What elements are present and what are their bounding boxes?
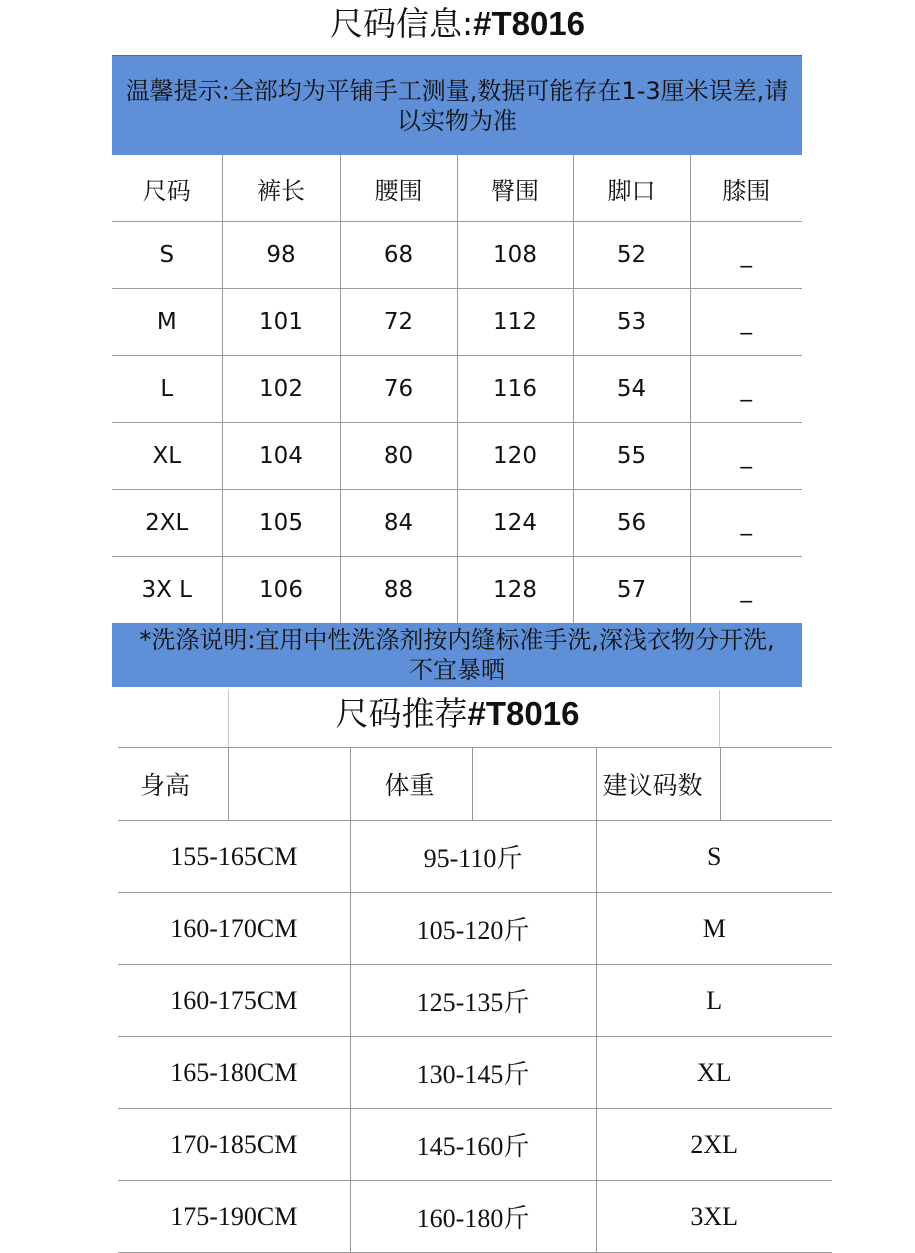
table-cell: 72 — [340, 289, 457, 356]
table-row — [118, 1181, 832, 1253]
table-cell: 102 — [222, 356, 340, 423]
table-cell: 98 — [222, 222, 340, 289]
table-cell: _ — [690, 490, 802, 557]
wash-instructions-banner: *洗涤说明:宜用中性洗涤剂按内缝标准手洗,深浅衣物分开洗,不宜暴晒 — [112, 623, 802, 687]
recommend-header-weight: 体重 — [350, 748, 472, 821]
empty-cell — [228, 748, 350, 821]
table-cell: 57 — [573, 557, 690, 624]
table-cell: M — [112, 289, 222, 356]
table-cell: 84 — [340, 490, 457, 557]
table-cell: 101 — [222, 289, 340, 356]
table-row — [118, 1037, 832, 1109]
table-cell: 175-190CM — [118, 1181, 350, 1253]
size-info-title-code: #T8016 — [473, 5, 586, 42]
table-cell: 88 — [340, 557, 457, 624]
table-cell: 104 — [222, 423, 340, 490]
table-cell: 124 — [457, 490, 573, 557]
table-cell: 105 — [222, 490, 340, 557]
recommend-header-size: 建议码数 — [596, 748, 720, 821]
table-row — [118, 1109, 832, 1181]
table-cell: 54 — [573, 356, 690, 423]
table-cell: L — [596, 965, 832, 1037]
table-cell: 112 — [457, 289, 573, 356]
table-cell: M — [596, 893, 832, 965]
table-cell: XL — [112, 423, 222, 490]
table-cell: _ — [690, 289, 802, 356]
table-cell: 80 — [340, 423, 457, 490]
size-table-header: 尺码 — [112, 155, 222, 222]
empty-cell — [472, 748, 596, 821]
recommend-header-row — [118, 748, 832, 821]
table-cell: _ — [740, 577, 752, 603]
table-row — [118, 821, 832, 893]
table-cell: _ — [690, 356, 802, 423]
table-cell: 3X L — [112, 557, 222, 624]
table-cell: 160-175CM — [118, 965, 350, 1037]
table-cell: 130-145斤 — [350, 1037, 596, 1109]
table-row — [112, 356, 802, 423]
table-row — [112, 289, 802, 356]
table-cell: 55 — [573, 423, 690, 490]
recommend-header-height: 身高 — [118, 748, 228, 821]
size-info-title-prefix: 尺码信息: — [329, 4, 474, 43]
table-cell: 125-135斤 — [350, 965, 596, 1037]
table-cell: 2XL — [596, 1109, 832, 1181]
table-cell: 155-165CM — [118, 821, 350, 893]
size-recommend-title — [0, 692, 915, 736]
table-cell: 116 — [457, 356, 573, 423]
size-recommend-title-prefix: 尺码推荐 — [335, 694, 468, 733]
table-cell: _ — [690, 222, 802, 289]
size-table-header: 臀围 — [457, 155, 573, 222]
table-cell: S — [596, 821, 832, 893]
table-cell: 76 — [340, 356, 457, 423]
table-cell: 165-180CM — [118, 1037, 350, 1109]
table-cell: 160-170CM — [118, 893, 350, 965]
table-cell: 160-180斤 — [350, 1181, 596, 1253]
table-cell: 53 — [573, 289, 690, 356]
size-table-header: 膝围 — [690, 155, 802, 222]
table-cell: 2XL — [112, 490, 222, 557]
size-info-title — [0, 2, 915, 46]
table-cell: 170-185CM — [118, 1109, 350, 1181]
empty-cell — [720, 748, 832, 821]
size-table-header: 腰围 — [340, 155, 457, 222]
table-row — [112, 222, 802, 289]
table-row — [112, 490, 802, 557]
table-cell: 56 — [573, 490, 690, 557]
table-row — [118, 965, 832, 1037]
size-table-header: 脚口 — [573, 155, 690, 222]
measurement-tip-banner: 温馨提示:全部均为平铺手工测量,数据可能存在1-3厘米误差,请以实物为准 — [112, 55, 802, 155]
size-table-header-row — [112, 155, 802, 222]
table-cell: S — [112, 222, 222, 289]
table-cell: 120 — [457, 423, 573, 490]
table-row — [112, 423, 802, 490]
table-row — [112, 557, 802, 624]
table-cell: _ — [690, 423, 802, 490]
table-cell: 3XL — [596, 1181, 832, 1253]
table-cell: 128 — [457, 557, 573, 624]
table-cell: 105-120斤 — [350, 893, 596, 965]
table-cell: 52 — [573, 222, 690, 289]
size-table — [112, 155, 802, 623]
table-cell: 68 — [340, 222, 457, 289]
size-recommend-table — [118, 748, 832, 1253]
table-cell: 108 — [457, 222, 573, 289]
table-cell: 106 — [222, 557, 340, 624]
table-cell: XL — [596, 1037, 832, 1109]
table-cell: L — [112, 356, 222, 423]
table-cell: 145-160斤 — [350, 1109, 596, 1181]
table-row — [118, 893, 832, 965]
size-table-header: 裤长 — [222, 155, 340, 222]
table-cell: 95-110斤 — [350, 821, 596, 893]
size-recommend-title-code: #T8016 — [467, 695, 580, 732]
